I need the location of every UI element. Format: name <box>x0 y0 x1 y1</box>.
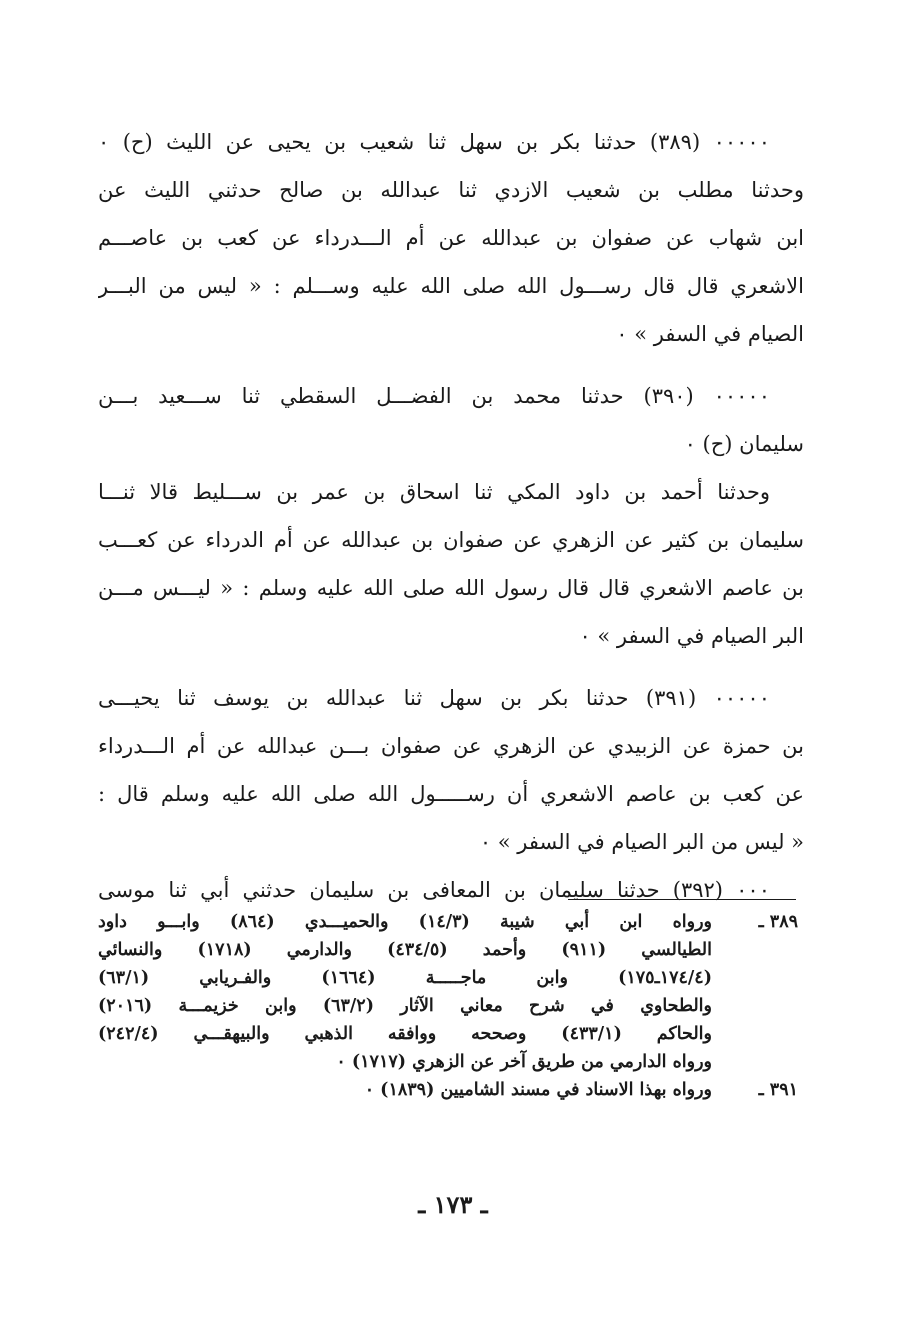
text-line: ٠٠٠٠٠ (٣٩٠) حدثنا محمد بن الفضـــل السقطي ثنا ســـعيد بـــن <box>98 384 770 408</box>
text-line: الاشعري قال قال رســـول الله صلى الله عليه وســـلم : « ليس من البـــر <box>98 274 804 298</box>
text-line: سليمان بن كثير عن الزهري عن صفوان بن عبدالله عن أم الدرداء عن كعـــب <box>98 528 804 552</box>
footnote-line: ورواه ابن أبي شيبة (١٤/٣) والحميـــدي (٨٦٤) وابـــو داود <box>98 912 712 932</box>
text-line: وحدثنا مطلب بن شعيب الازدي ثنا عبدالله بن صالح حدثني الليث عن <box>98 178 804 202</box>
footnote <box>98 1076 798 1104</box>
text-line: سليمان (ح) ٠ <box>684 432 804 456</box>
footnote-divider <box>568 899 796 900</box>
main-text <box>98 118 804 914</box>
footnote-number: ٣٩١ ـ <box>758 1080 798 1100</box>
footnote-line: ورواه الدارمي من طريق آخر عن الزهري (١٧١٧) ٠ <box>336 1052 712 1072</box>
footnote-number: ٣٨٩ ـ <box>758 912 798 932</box>
footnote-line: والطحاوي في شرح معاني الآثار (٦٣/٢) وابن خزيمـــة (٢٠١٦) <box>98 996 712 1016</box>
text-line: عن كعب بن عاصم الاشعري أن رســـــول الله صلى الله عليه وسلم قال : <box>98 782 804 806</box>
footnote-line: الطيالسي (٩١١) وأحمد (٤٣٤/٥) والدارمي (١٧١٨) والنسائي <box>98 940 712 960</box>
footnote-line: ورواه بهذا الاسناد في مسند الشاميين (١٨٣٩) ٠ <box>364 1080 712 1100</box>
footnote-line: والحاكم (٤٣٣/١) وصححه ووافقه الذهبي والبيهقـــي (٢٤٢/٤) <box>98 1024 712 1044</box>
text-line: ٠٠٠ (٣٩٢) حدثنا سليمان بن المعافى بن سليمان حدثني أبي ثنا موسى <box>98 878 770 902</box>
footnote <box>98 908 798 1076</box>
page-number: ـ ١٧٣ ـ <box>418 1190 488 1219</box>
footnotes <box>98 908 798 1104</box>
text-line: ٠٠٠٠٠ (٣٩١) حدثنا بكر بن سهل ثنا عبدالله بن يوسف ثنا يحيـــى <box>98 686 770 710</box>
text-line: وحدثنا أحمد بن داود المكي ثنا اسحاق بن عمر بن ســـليط قالا ثنـــا <box>98 480 770 504</box>
text-line: ٠٠٠٠٠ (٣٨٩) حدثنا بكر بن سهل ثنا شعيب بن يحيى عن الليث (ح) ٠ <box>98 130 770 154</box>
text-line: البر الصيام في السفر » ٠ <box>579 624 804 648</box>
text-line: بن حمزة عن الزبيدي عن الزهري عن صفوان بـــن عبدالله عن أم الـــدرداء <box>98 734 804 758</box>
text-line: ابن شهاب عن صفوان بن عبدالله عن أم الـــدرداء عن كعب بن عاصـــم <box>98 226 804 250</box>
text-line: « ليس من البر الصيام في السفر » ٠ <box>479 830 804 854</box>
text-line: بن عاصم الاشعري قال قال رسول الله صلى الله عليه وسلم : « ليـــس مـــن <box>98 576 804 600</box>
text-line: الصيام في السفر » ٠ <box>616 322 804 346</box>
footnote-line: (١٧٤/٤ـ١٧٥) وابن ماجـــــة (١٦٦٤) والفـريابي (٦٣/١) <box>98 968 712 988</box>
